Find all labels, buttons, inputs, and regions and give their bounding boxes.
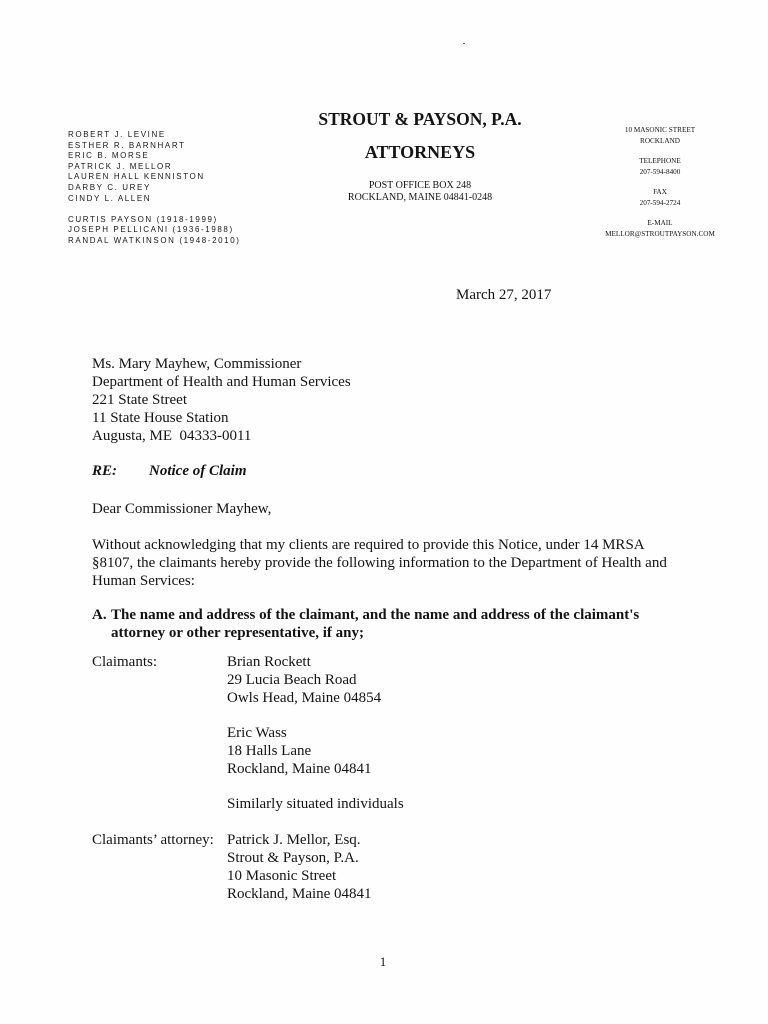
recipient-line: 221 State Street <box>92 392 187 408</box>
recipient-line: Augusta, ME 04333-0011 <box>92 428 252 444</box>
former-partner-name: CURTIS PAYSON (1918-1999) <box>68 214 218 224</box>
street-address <box>600 125 720 147</box>
intro-paragraph <box>92 536 667 590</box>
letter-date: March 27, 2017 <box>456 287 552 303</box>
claimant-line: Owls Head, Maine 04854 <box>227 690 382 706</box>
mailing-address <box>300 180 540 204</box>
partner-name: PATRICK J. MELLOR <box>68 161 173 171</box>
re-label: RE: <box>92 463 118 479</box>
partner-name: DARBY C. UREY <box>68 182 151 192</box>
claimant-line: Brian Rockett <box>227 654 311 670</box>
partner-name: ERIC B. MORSE <box>68 151 150 161</box>
page-number: 1 <box>379 954 387 969</box>
re-subject: Notice of Claim <box>149 463 247 479</box>
section-heading-line: attorney or other representative, if any; <box>111 625 365 641</box>
partner-name: LAUREN HALL KENNISTON <box>68 172 205 182</box>
attorney-line: Patrick J. Mellor, Esq. <box>227 832 361 848</box>
claimant-entry <box>227 795 404 813</box>
attorney-line: 10 Masonic Street <box>227 868 337 884</box>
email-address: MELLOR@STROUTPAYSON.COM <box>605 230 715 238</box>
claimant-entry <box>227 724 372 778</box>
recipient-address <box>92 355 351 445</box>
former-partner-name: JOSEPH PELLICANI (1936-1988) <box>68 225 234 235</box>
claimant-entry <box>227 653 381 707</box>
partner-name: ESTHER R. BARNHART <box>68 140 186 150</box>
firm-subtitle: ATTORNEYS <box>364 142 476 162</box>
mailing-address-line: ROCKLAND, MAINE 04841-0248 <box>347 192 493 203</box>
attorney-address <box>227 831 372 903</box>
former-partner-name: RANDAL WATKINSON (1948-2010) <box>68 235 241 245</box>
claimant-line: Similarly situated individuals <box>227 796 404 812</box>
contact-block <box>600 125 720 249</box>
attorney-line: Strout & Payson, P.A. <box>227 850 359 866</box>
telephone-label: TELEPHONE <box>639 157 681 165</box>
recipient-line: Department of Health and Human Services <box>92 374 351 390</box>
salutation: Dear Commissioner Mayhew, <box>92 501 272 517</box>
paragraph-line: Without acknowledging that my clients are required to provide this Notice, under 14 MRSA <box>92 537 645 553</box>
claimant-line: 18 Halls Lane <box>227 743 312 759</box>
telephone <box>600 156 720 178</box>
former-partners <box>68 215 241 247</box>
fax-label: FAX <box>653 188 667 196</box>
partner-name: ROBERT J. LEVINE <box>68 130 166 139</box>
fax <box>600 187 720 209</box>
partner-name: CINDY L. ALLEN <box>68 193 152 203</box>
attorney-line: Rockland, Maine 04841 <box>227 886 372 902</box>
claimant-line: 29 Lucia Beach Road <box>227 672 357 688</box>
street-address-line: ROCKLAND <box>640 137 680 145</box>
telephone-number: 207-594-8400 <box>639 168 681 176</box>
paragraph-line: Human Services: <box>92 573 195 589</box>
section-a-heading <box>111 606 639 642</box>
firm-name: STROUT & PAYSON, P.A. <box>318 109 522 129</box>
claimant-line: Eric Wass <box>227 725 287 741</box>
paragraph-line: §8107, the claimants hereby provide the following information to the Department of Health and <box>92 555 667 571</box>
attorney-label: Claimants’ attorney: <box>92 832 214 848</box>
mailing-address-line: POST OFFICE BOX 248 <box>368 180 472 191</box>
recipient-line: 11 State House Station <box>92 410 229 426</box>
fax-number: 207-594-2724 <box>639 199 681 207</box>
section-a-marker: A. <box>92 607 107 623</box>
current-partners <box>68 130 241 204</box>
email <box>600 218 720 240</box>
recipient-line: Ms. Mary Mayhew, Commissioner <box>92 356 302 372</box>
street-address-line: 10 MASONIC STREET <box>624 126 696 134</box>
section-heading-line: The name and address of the claimant, and the name and address of the claimant's <box>111 607 640 623</box>
claimants-label: Claimants: <box>92 654 157 670</box>
partner-list <box>68 130 241 247</box>
scan-speck <box>463 43 465 44</box>
claimant-line: Rockland, Maine 04841 <box>227 761 372 777</box>
email-label: E-MAIL <box>647 219 673 227</box>
